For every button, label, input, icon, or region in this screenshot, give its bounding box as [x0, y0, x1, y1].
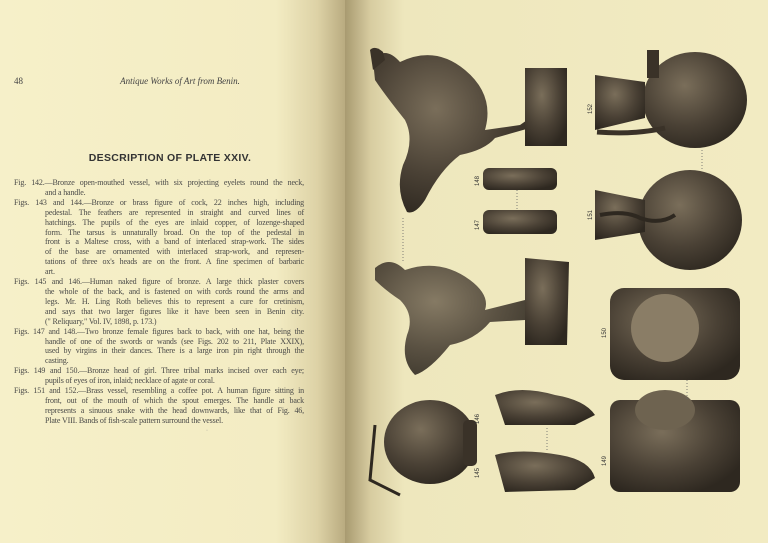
- description-line: casting.: [45, 356, 69, 366]
- description-line: form. The tarsus is unnaturally broad. On the top of the pedestal in: [45, 227, 304, 237]
- description-line: Figs. 147 and 148.—Two bronze female figures back to back, with one hat, being the: [14, 326, 304, 336]
- human-figure-146: [495, 390, 595, 425]
- description-line: of the base are ornamented with interlaced strap-work, and represen-: [45, 247, 304, 257]
- figure-label-151: 151: [588, 209, 594, 220]
- plate-page: [345, 0, 768, 543]
- figure-label-146: 146: [475, 413, 481, 424]
- figure-label-149: 149: [602, 455, 608, 466]
- bronze-head-150: [610, 288, 740, 380]
- coffee-pot-vessel-151: [595, 170, 742, 270]
- description-line: the whole of the back, and is fastened on with cords round the arms and: [45, 286, 304, 296]
- figure-label-152: 152: [588, 103, 594, 114]
- description-line: and says that two larger figures like it have been seen in Benin city.: [45, 306, 304, 316]
- figure-label-148: 148: [475, 175, 481, 186]
- description-line: Figs. 145 and 146.—Human naked figure of bronze. A large thick plaster covers: [14, 277, 304, 287]
- figure-description-entry: [14, 327, 304, 367]
- description-line: front, out of the mouth of which the spout emerges. The handle at back: [45, 395, 304, 405]
- description-line: hatchings. The pupils of the eyes are inlaid copper, of lozenge-shaped: [45, 217, 304, 227]
- female-figures-147: [483, 210, 557, 234]
- description-line: handle of one of the swords or wands (see Figs. 202 to 211, Plate XXIX),: [45, 336, 304, 346]
- figure-label-145: 145: [475, 467, 481, 478]
- description-line: pedestal. The feathers are represented in straight and curved lines of: [45, 207, 304, 217]
- description-line: Fig. 142.—Bronze open-mouthed vessel, with six projecting eyelets round the neck,: [14, 178, 304, 187]
- female-figures-148: [483, 168, 557, 190]
- description-line: pupils of eyes of iron, inlaid; necklace of agate or coral.: [45, 376, 215, 386]
- description-line: (" Reliquary," Vol. IV, 1898, p. 173.): [45, 316, 157, 326]
- cock-figure-144: [375, 258, 569, 375]
- running-head: Antique Works of Art from Benin.: [120, 76, 240, 86]
- page-number: 48: [14, 76, 23, 86]
- description-line: front is a Maltese cross, with a band of interlaced strap-work. The sides: [45, 237, 304, 247]
- figure-description-entry: [14, 198, 304, 277]
- figure-description-entry: [14, 178, 304, 198]
- description-line: represents a sinuous snake with the head downwards, like that of Fig. 46,: [45, 405, 304, 415]
- plate-xxiv-photographs: [345, 0, 768, 543]
- description-line: Figs. 151 and 152.—Brass vessel, resembling a coffee pot. A human figure sitting in: [14, 386, 304, 396]
- description-line: Figs. 149 and 150.—Bronze head of girl. Three tribal marks incised over each eye;: [14, 366, 304, 376]
- description-line: and a handle.: [45, 187, 86, 197]
- bronze-vessel-142: [370, 400, 477, 495]
- figure-descriptions: [14, 178, 304, 426]
- human-figure-145: [495, 452, 595, 493]
- plate-description-title: DESCRIPTION OF PLATE XXIV.: [88, 152, 252, 164]
- figure-label-147: 147: [475, 219, 481, 230]
- description-line: legs. Mr. H. Ling Roth believes this to represent a cure for cretinism,: [45, 296, 304, 306]
- description-line: Figs. 143 and 144.—Bronze or brass figure of cock, 22 inches high, including: [14, 197, 304, 207]
- description-line: used by virgins in their dances. There is a large iron pin right through the: [45, 346, 304, 356]
- coffee-pot-vessel-152: [595, 50, 747, 148]
- description-line: art.: [45, 267, 55, 277]
- description-line: Plate VIII. Bands of fish-scale pattern surround the vessel.: [45, 415, 223, 425]
- left-page: 48 Antique Works of Art from Benin. DESCRIPTION OF PLATE XXIV. Fig. 142.—Bronze open-mouthed vessel, with six projecting eyelets round the neck, and a handle. Figs. 143 and 144.—Bronze or brass figure of cock, 22 inches high, including pedestal. The feathers are represented in straight and curved lines of hatchings. The pupils of the eyes are inlaid copper, of lozenge-shaped form. The tarsus is unnaturally broad. On the top of the pedestal in front is a Maltese cross, with a band of interlaced strap-work. The sides of the base are ornamented with interlaced strap-work, and represen- tations of three ox's heads are on the front. A fine specimen of barbaric art. Figs. 145 and 146.—Human naked figure of bronze. A large thick plaster covers the whole of the back, and is fastened on with cords round the arms and legs. Mr. H. Ling Roth believes this to represent a cure for cretinism, and says that two larger figures like it have been seen in Benin city. (" Reliquary," Vol. IV, 1898, p. 173.) Figs. 147 and 148.—Two bronze female figures back to back, with one hat, being the handle of one of the swords or wands (see Figs. 202 to 211, Plate XXIX), used by virgins in their dances. There is a large iron pin right through the casting. Figs. 149 and 150.—Bronze head of girl. Three tribal marks incised over each eye; pupils of eyes of iron, inlaid; necklace of agate or coral. Figs. 151 and 152.—Brass vessel, resembling a coffee pot. A human figure sitting in front, out of the mouth of which the spout emerges. The handle at back represents a sinuous snake with the head downwards, like that of Fig. 46, Plate VIII. Bands of fish-scale pattern surround the vessel. ·: [0, 0, 345, 543]
- figure-description-entry: [14, 366, 304, 386]
- bronze-head-149: [610, 390, 740, 492]
- figure-description-entry: [14, 386, 304, 426]
- description-line: tations of three ox's heads are on the front. A fine specimen of barbaric: [45, 257, 304, 267]
- figure-description-entry: [14, 277, 304, 327]
- figure-label-150: 150: [602, 327, 608, 338]
